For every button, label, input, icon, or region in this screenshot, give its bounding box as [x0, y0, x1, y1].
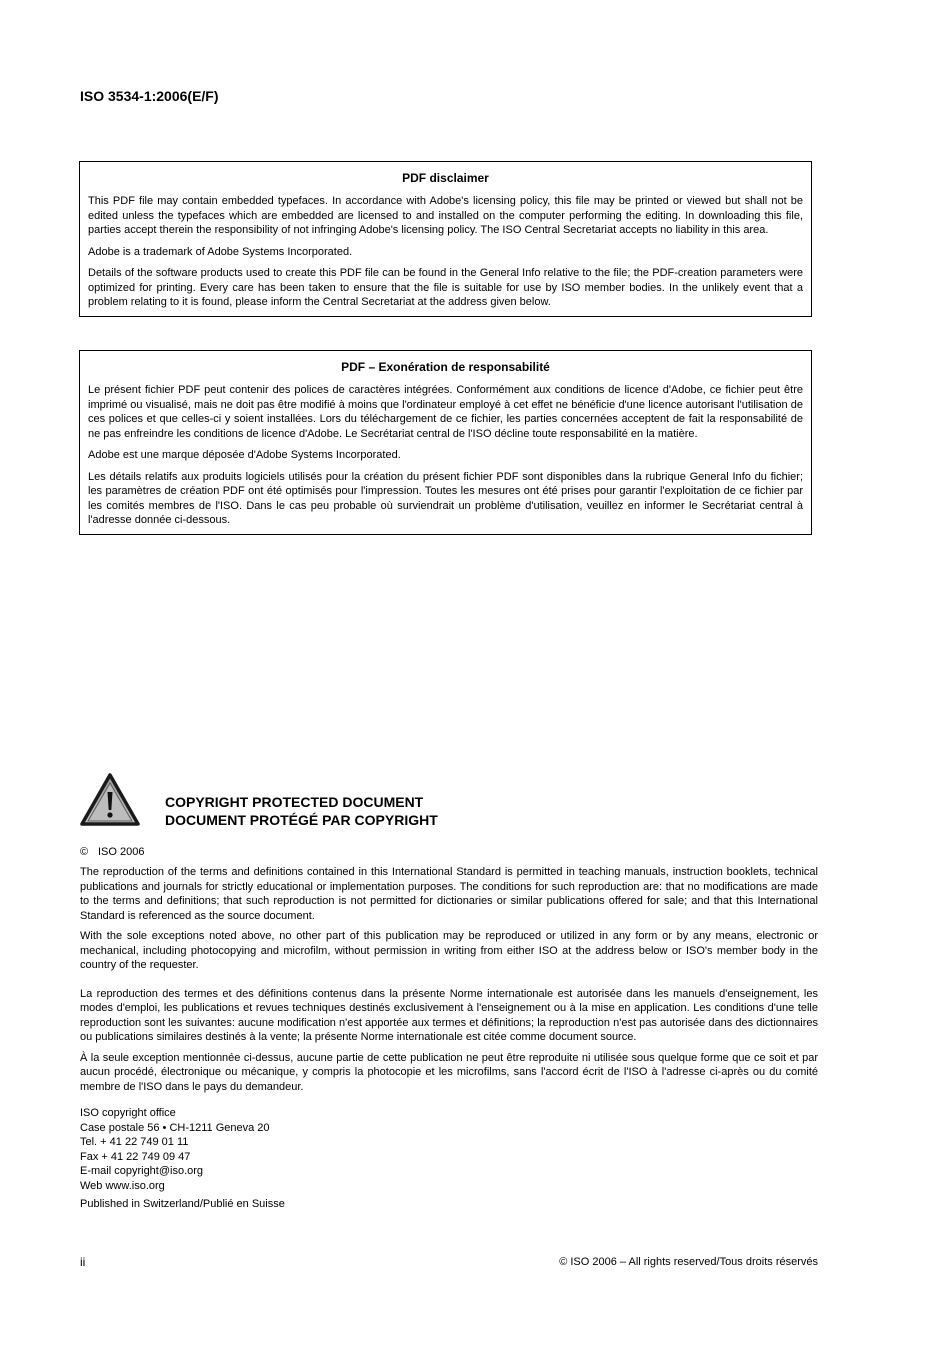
- copyright-paragraph: The reproduction of the terms and definitions contained in this International Standard is permitted in teaching manuals, instruction booklets, technical publications and journals for strictly educational or implementation purposes. The conditions for such reproduction are: that no modifications are made to the terms and definitions; that such reproduction is not permitted for dictionaries or similar publications offered for sale; and that this International Standard is referenced as the source document.: [80, 866, 818, 922]
- disclaimer-paragraph-en: Details of the software products used to create this PDF file can be found in the General Info relative to the file; the PDF-creation parameters were optimized for printing. Every care has been taken to ensure that the file is suitable for use by ISO member bodies. In the unlikely event that a problem relating to it is found, please inform the Central Secretariat at the address given below.: [88, 267, 803, 308]
- page-number: ii: [80, 1255, 86, 1269]
- disclaimer-title-fr: PDF – Exonération de responsabilité: [341, 360, 550, 374]
- pdf-disclaimer-box-fr: [79, 350, 812, 535]
- copyright-heading: [165, 793, 438, 829]
- copyright-symbol: ©: [80, 846, 89, 858]
- copyright-paragraph: With the sole exceptions noted above, no other part of this publication may be reproduced or utilized in any form or by any means, electronic or mechanical, including photocopying and microfilm, without permission in writing from either ISO at the address below or ISO's member body in the country of the requester.: [80, 930, 818, 971]
- address-line: ISO copyright office: [80, 1107, 176, 1119]
- disclaimer-paragraph-fr: Le présent fichier PDF peut contenir des polices de caractères intégrées. Conformément aux conditions de licence d'Adobe, ce fichier peut être imprimé ou visualisé, mais ne doit pas être modifié à moins que l'ordinateur employé à cet effet ne bénéficie d'une licence autorisant l'utilisation de ces polices et que celles-ci y soient installées. Lors du téléchargement de ce fichier, les parties concernées acceptent de fait la responsabilité de ne pas enfreindre les conditions de licence d'Adobe. Le Secrétariat central de l'ISO décline toute responsabilité en la matière.: [88, 384, 803, 440]
- disclaimer-paragraph-en: Adobe is a trademark of Adobe Systems Incorporated.: [88, 245, 353, 258]
- disclaimer-paragraph-fr: Les détails relatifs aux produits logiciels utilisés pour la création du présent fichier PDF sont disponibles dans la rubrique General Info du fichier; les paramètres de création PDF ont été optimisés pour l'impression. Toutes les mesures ont été prises pour garantir l'exploitation de ce fichier par les comités membres de l'ISO. Dans le cas peu probable où surviendrait un problème d'utilisation, veuillez en informer le Secrétariat central à l'adresse donnée ci-dessous.: [88, 470, 803, 526]
- document-identifier: ISO 3534-1:2006(E/F): [80, 88, 219, 104]
- published-in: Published in Switzerland/Publié en Suisse: [80, 1198, 285, 1210]
- warning-triangle-icon: [79, 772, 141, 828]
- disclaimer-title-en: PDF disclaimer: [402, 171, 489, 185]
- copyright-heading-fr: DOCUMENT PROTÉGÉ PAR COPYRIGHT: [165, 812, 438, 828]
- address-line: E-mail copyright@iso.org: [80, 1165, 204, 1177]
- copyright-heading-en: COPYRIGHT PROTECTED DOCUMENT: [165, 794, 424, 810]
- copyright-paragraph: À la seule exception mentionnée ci-dessus, aucune partie de cette publication ne peut être reproduite ni utilisée sous quelque forme que ce soit et par aucun procédé, électronique ou mécanique, y compris la photocopie et les microfilms, sans l'accord écrit de l'ISO à l'adresse ci-après ou du comité membre de l'ISO dans le pays du demandeur.: [80, 1051, 818, 1093]
- copyright-year: ISO 2006: [98, 846, 145, 858]
- address-line: Tel. + 41 22 749 01 11: [80, 1136, 189, 1148]
- address-line: Case postale 56 • CH-1211 Geneva 20: [80, 1121, 270, 1134]
- copyright-year-line: [80, 845, 818, 859]
- copyright-notice: [80, 845, 818, 1212]
- address-line: Fax + 41 22 749 09 47: [80, 1150, 191, 1163]
- disclaimer-paragraph-en: This PDF file may contain embedded typefaces. In accordance with Adobe's licensing policy, this file may be printed or viewed but shall not be edited unless the typefaces which are embedded are licensed to and installed on the computer performing the editing. In downloading this file, parties accept therein the responsibility of not infringing Adobe's licensing policy. The ISO Central Secretariat accepts no liability in this area.: [88, 195, 803, 236]
- address-line: Web www.iso.org: [80, 1179, 165, 1192]
- pdf-disclaimer-box-en: [79, 161, 812, 317]
- copyright-paragraph: La reproduction des termes et des définitions contenus dans la présente Norme internationale est autorisée dans les manuels d'enseignement, les modes d'emploi, les publications et revues techniques destinés exclusivement à l'enseignement ou à la mise en application. Les conditions d'une telle reproduction sont les suivantes: aucune modification n'est apportée aux termes et définitions; la reproduction n'est pas autorisée dans des dictionnaires ou publications similaires destinés à la vente; la présente Norme internationale est citée comme document source.: [80, 987, 818, 1043]
- disclaimer-paragraph-fr: Adobe est une marque déposée d'Adobe Systems Incorporated.: [88, 449, 401, 461]
- iso-address: [80, 1106, 818, 1193]
- footer-copyright: © ISO 2006 – All rights reserved/Tous droits réservés: [559, 1256, 818, 1268]
